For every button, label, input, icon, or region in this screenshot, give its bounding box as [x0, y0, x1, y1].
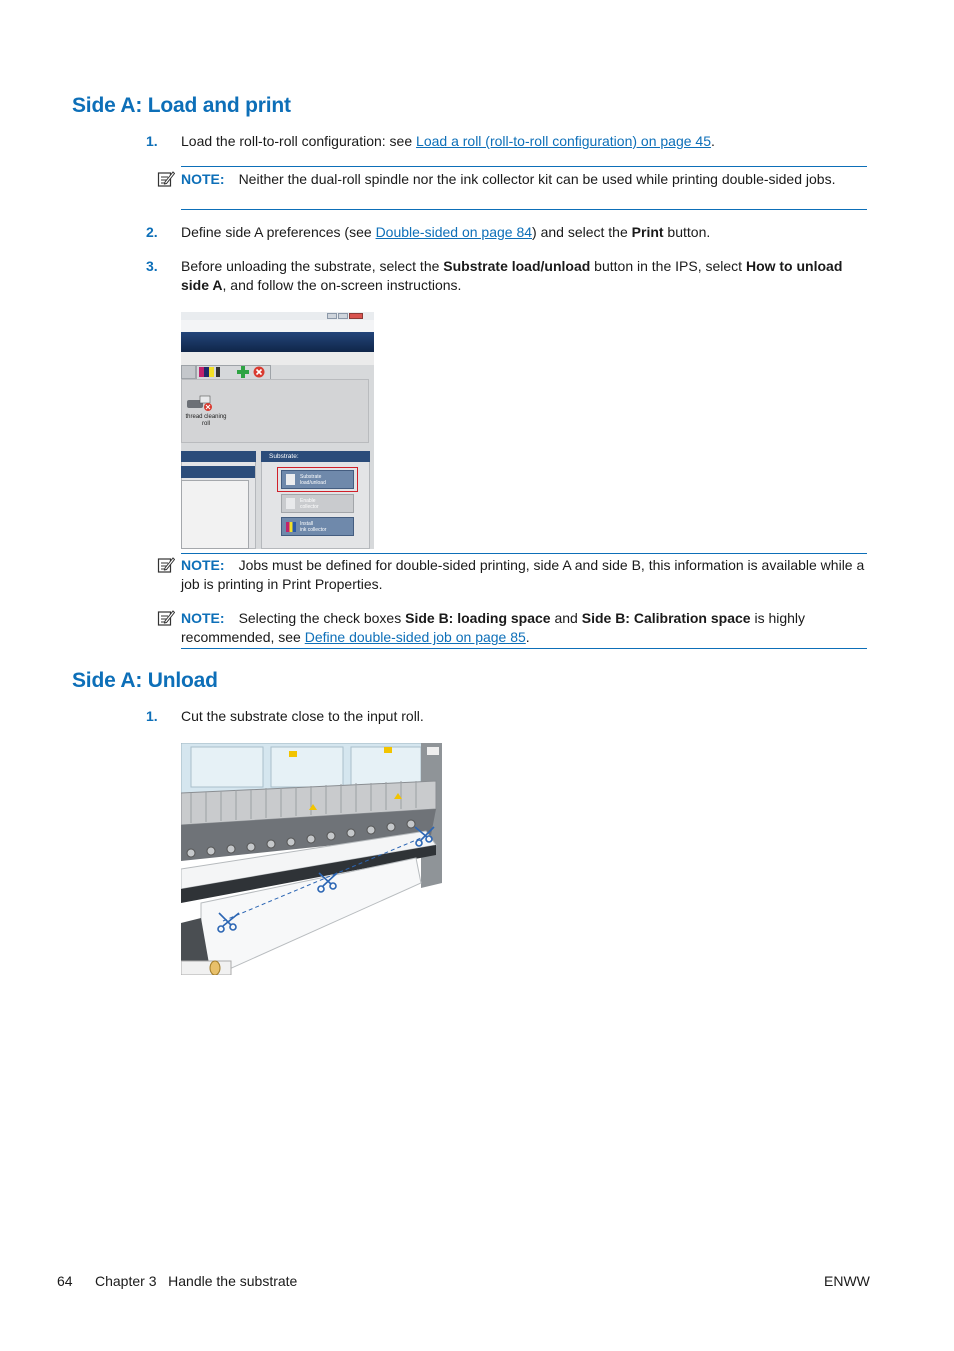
- note-text-bold: Side B: loading space: [405, 610, 551, 626]
- note-block: [181, 556, 867, 594]
- thread-roll-label-line: thread cleaning: [185, 414, 227, 420]
- substrate-panel-header: Substrate:: [261, 451, 370, 462]
- button-label-line: load/unload: [300, 480, 326, 486]
- collector-icon: [286, 498, 295, 509]
- step-text-part: button.: [663, 224, 711, 240]
- note-label: NOTE:: [181, 171, 225, 187]
- note-icon: [157, 556, 175, 574]
- ink-yellow-icon: [209, 367, 214, 377]
- add-icon[interactable]: [236, 366, 250, 378]
- left-panel-list[interactable]: [181, 480, 249, 549]
- ink-collector-icon: [286, 522, 296, 532]
- substrate-load-unload-button[interactable]: [281, 470, 354, 489]
- button-label-line: Enable: [300, 498, 316, 504]
- note-rule: [181, 209, 867, 210]
- step-text-part: button in the IPS, select: [590, 258, 746, 274]
- note-text: Neither the dual-roll spindle nor the ink collector kit can be used while printing double-sided jobs.: [238, 171, 836, 187]
- step-text: [181, 132, 867, 151]
- button-label-line: collector: [300, 504, 319, 510]
- step-text: [181, 223, 867, 242]
- note-label: NOTE:: [181, 610, 225, 626]
- step-number: 2.: [146, 224, 158, 240]
- note-text: Selecting the check boxes: [238, 610, 406, 626]
- note-icon: [157, 170, 175, 188]
- thread-roll-label: [181, 414, 231, 428]
- printer-cut-illustration: [181, 743, 442, 975]
- step-text-part: Before unloading the substrate, select the: [181, 258, 444, 274]
- close-button[interactable]: [349, 313, 363, 319]
- window-strip: [181, 320, 374, 332]
- left-panel-subheader: [181, 466, 255, 478]
- step-number: 3.: [146, 258, 158, 274]
- step-text-bold: Substrate load/unload: [443, 258, 591, 274]
- install-ink-collector-button[interactable]: [281, 517, 354, 536]
- maximize-button[interactable]: [338, 313, 348, 319]
- note-rule: [181, 648, 867, 649]
- note-block: [181, 609, 867, 647]
- step-number: 1.: [146, 708, 158, 724]
- ink-collector-button-label: [300, 521, 326, 533]
- section-title-unload: Side A: Unload: [72, 669, 218, 692]
- left-panel-header: [181, 451, 256, 462]
- step-text-bold: How to unload side A: [181, 258, 843, 293]
- minimize-button[interactable]: [327, 313, 337, 319]
- footer-right: ENWW: [824, 1273, 870, 1289]
- note-rule: [181, 553, 867, 554]
- note-rule: [181, 166, 867, 167]
- remove-icon[interactable]: [253, 366, 265, 378]
- thread-roll-label-line: roll: [201, 421, 210, 427]
- step-text-part: Define side A preferences (see: [181, 224, 376, 240]
- app-banner: [181, 332, 374, 352]
- note-label: NOTE:: [181, 557, 225, 573]
- link-define-double-sided[interactable]: Define double-sided job on page 85: [304, 629, 526, 645]
- chapter-title: Chapter 3 Handle the substrate: [95, 1273, 298, 1289]
- tab[interactable]: [181, 365, 196, 379]
- step-text-part: ) and select the: [532, 224, 632, 240]
- step-text-part: .: [710, 133, 715, 149]
- note-text: Jobs must be defined for double-sided printing, side A and side B, this information is available while a job is printing in Print Properties.: [181, 557, 865, 592]
- ips-screenshot: [181, 312, 374, 549]
- step-text-part: , and follow the on-screen instructions.: [222, 277, 462, 293]
- step-number: 1.: [146, 133, 158, 149]
- step-text-bold: Print: [631, 224, 664, 240]
- note-block: [181, 170, 867, 189]
- link-double-sided[interactable]: Double-sided on page 84: [375, 224, 533, 240]
- note-text-bold: Side B: Calibration space: [581, 610, 751, 626]
- note-text: and: [550, 610, 582, 626]
- link-load-roll[interactable]: Load a roll (roll-to-roll configuration) on page 45: [416, 133, 711, 149]
- substrate-button-label: [300, 474, 326, 486]
- enable-collector-button[interactable]: [281, 494, 354, 513]
- section-title-load-print: Side A: Load and print: [72, 94, 291, 117]
- note-text: is highly recommended, see: [181, 610, 806, 645]
- step-text: Cut the substrate close to the input roll.: [181, 708, 424, 724]
- step-text: [181, 257, 867, 295]
- collector-button-label: [300, 498, 319, 510]
- banner-gap: [181, 352, 374, 365]
- button-label-line: Substrate: [300, 474, 322, 480]
- ink-black-icon: [216, 367, 220, 377]
- thread-roll-icon[interactable]: [186, 394, 214, 412]
- button-label-line: ink collector: [300, 527, 327, 533]
- step-text-part: Load the roll-to-roll configuration: see: [181, 133, 417, 149]
- page-number: 64: [57, 1273, 73, 1289]
- note-icon: [157, 609, 175, 627]
- substrate-icon: [286, 474, 295, 485]
- note-text: .: [525, 629, 530, 645]
- button-label-line: Install: [300, 521, 314, 527]
